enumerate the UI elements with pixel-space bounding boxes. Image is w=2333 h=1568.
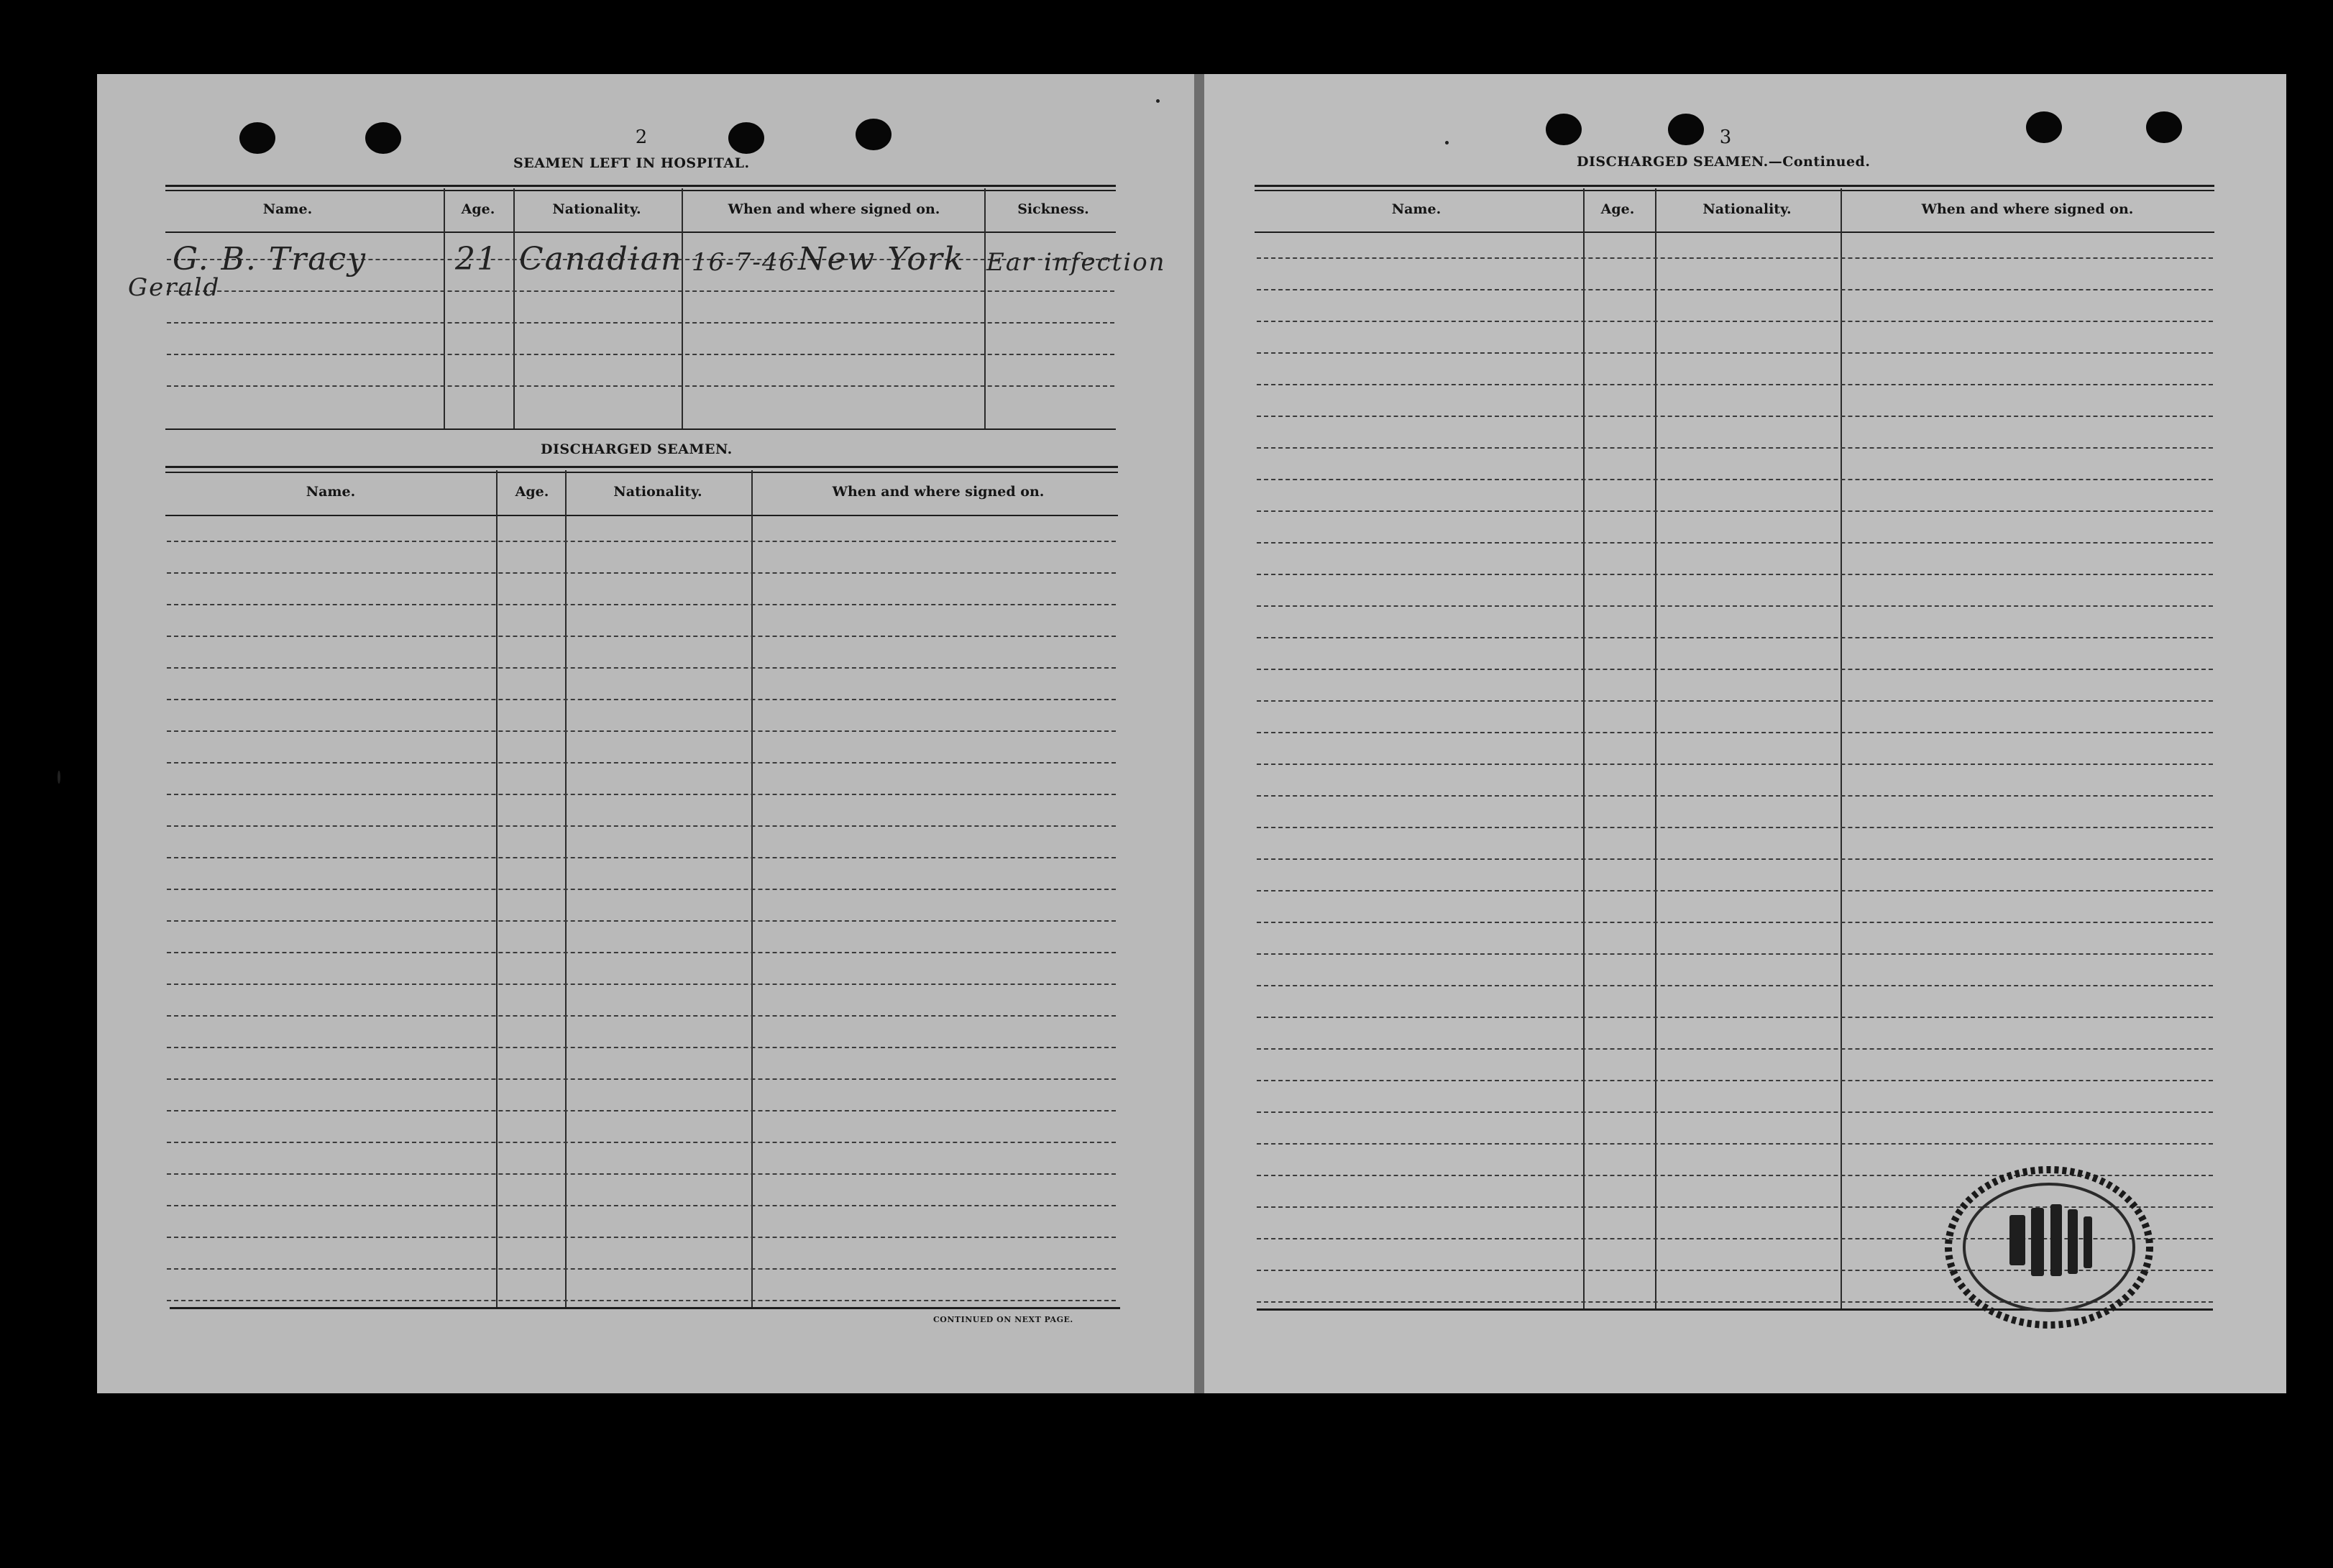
ruled-line <box>1257 447 2213 449</box>
ruled-line <box>167 1237 1116 1238</box>
handwritten-nationality: Canadian <box>519 241 683 278</box>
punch-hole <box>856 119 892 150</box>
column-header-nationality: Nationality. <box>1702 201 1792 217</box>
column-header-sickness: Sickness. <box>1017 201 1089 217</box>
ruled-line <box>1257 574 2213 575</box>
punch-hole <box>728 122 764 154</box>
ruled-line <box>167 699 1116 700</box>
ruled-line <box>167 920 1116 922</box>
punch-hole <box>365 122 401 154</box>
ruled-line <box>167 1205 1116 1206</box>
column-header-nationality: Nationality. <box>613 484 702 500</box>
ruled-line <box>1257 953 2213 955</box>
punch-hole <box>2026 111 2062 143</box>
page-number: 2 <box>635 127 648 148</box>
ruled-line <box>167 889 1116 890</box>
column-header-when-where: When and where signed on. <box>728 201 940 217</box>
ruled-line <box>167 952 1116 953</box>
ruled-line <box>1257 858 2213 860</box>
ruled-line <box>167 1268 1116 1270</box>
handwritten-name: G. B. Tracy <box>173 241 367 278</box>
discharged-continued-title: DISCHARGED SEAMEN.—Continued. <box>1577 154 1871 170</box>
ruled-line <box>1257 669 2213 670</box>
column-header-age: Age. <box>515 484 549 500</box>
date-stamp <box>1941 1165 2157 1330</box>
ruled-line <box>1257 510 2213 512</box>
ruled-line <box>167 1015 1116 1017</box>
punch-hole <box>1668 114 1704 145</box>
handwritten-age: 21 <box>455 241 498 278</box>
column-header-age: Age. <box>1600 201 1635 217</box>
ruled-line <box>1257 352 2213 354</box>
ruled-line <box>1257 890 2213 891</box>
column-header-name: Name. <box>262 201 313 217</box>
handwritten-place-signed: New York <box>798 241 965 278</box>
ruled-line <box>1257 764 2213 765</box>
page-fold <box>1194 74 1204 1393</box>
ruled-line <box>1257 416 2213 417</box>
ruled-line <box>167 1110 1116 1111</box>
punch-hole <box>2146 111 2182 143</box>
column-header-name: Name. <box>1391 201 1441 217</box>
paper-mark <box>58 771 60 784</box>
ruled-line <box>1257 1111 2213 1113</box>
ruled-line <box>1257 289 2213 290</box>
ruled-line <box>167 857 1116 858</box>
ruled-line <box>167 825 1116 827</box>
ruled-line <box>167 984 1116 985</box>
column-header-name: Name. <box>306 484 356 500</box>
ruled-line <box>1257 795 2213 797</box>
column-header-when-where: When and where signed on. <box>1921 201 2134 217</box>
column-header-age: Age. <box>461 201 495 217</box>
handwritten-date-signed: 16-7-46 <box>692 248 797 277</box>
ruled-line <box>1257 637 2213 638</box>
ruled-line <box>1257 700 2213 702</box>
ruled-line <box>167 1047 1116 1048</box>
discharged-section-title: DISCHARGED SEAMEN. <box>541 441 733 457</box>
ruled-line <box>1257 1017 2213 1018</box>
ruled-line <box>167 794 1116 795</box>
ruled-line <box>167 730 1116 732</box>
continued-note: CONTINUED ON NEXT PAGE. <box>933 1315 1073 1324</box>
ruled-line <box>1257 321 2213 322</box>
ruled-line <box>167 604 1116 605</box>
ruled-line <box>1257 257 2213 259</box>
ruled-line <box>167 1142 1116 1143</box>
ruled-line <box>167 667 1116 669</box>
ruled-line <box>1257 827 2213 828</box>
ruled-line <box>1257 732 2213 733</box>
handwritten-first-name: Gerald <box>128 273 221 302</box>
handwritten-sickness: Ear infection <box>986 248 1166 277</box>
ruled-line <box>167 1173 1116 1175</box>
ruled-line <box>1257 985 2213 986</box>
ruled-line <box>1257 479 2213 480</box>
paper-mark <box>1156 99 1160 103</box>
ruled-line <box>167 572 1116 574</box>
paper-mark <box>1445 141 1449 145</box>
page-number: 3 <box>1719 127 1732 148</box>
ruled-line <box>167 541 1116 542</box>
hospital-section-title: SEAMEN LEFT IN HOSPITAL. <box>513 155 750 171</box>
punch-hole <box>1546 114 1582 145</box>
ruled-line <box>167 1078 1116 1080</box>
column-header-nationality: Nationality. <box>552 201 641 217</box>
punch-hole <box>239 122 275 154</box>
column-header-when-where: When and where signed on. <box>832 484 1045 500</box>
ruled-line <box>1257 922 2213 923</box>
ruled-line <box>1257 1143 2213 1145</box>
ruled-line <box>167 636 1116 637</box>
ruled-line <box>1257 1080 2213 1081</box>
ruled-line <box>1257 1048 2213 1050</box>
ruled-line <box>1257 384 2213 385</box>
ruled-line <box>1257 605 2213 607</box>
ruled-line <box>1257 542 2213 544</box>
ruled-line <box>167 762 1116 764</box>
ruled-line <box>167 1300 1116 1301</box>
